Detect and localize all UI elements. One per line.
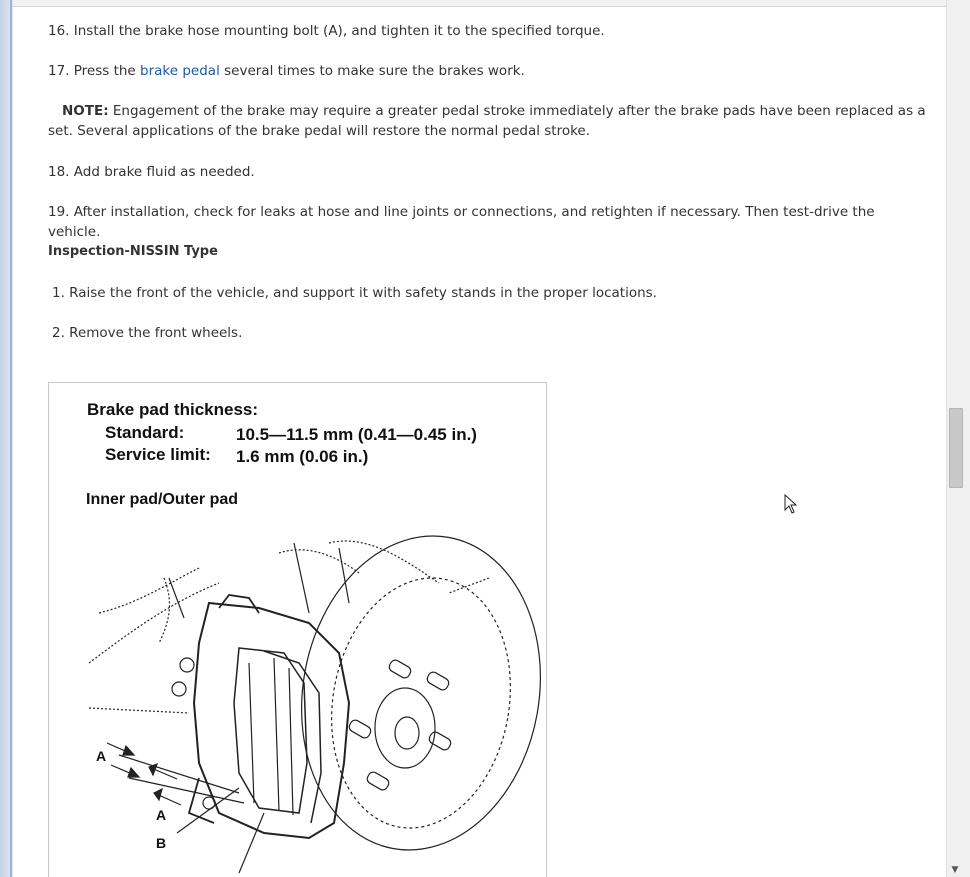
document-content <box>13 0 946 877</box>
wheel-stud <box>387 658 412 679</box>
service-limit-value: 1.6 mm (0.06 in.) <box>236 447 369 466</box>
step-18: 18. Add brake fluid as needed. <box>48 164 255 180</box>
callout-a-bottom: A <box>156 807 167 823</box>
wheel-stud <box>347 718 372 739</box>
vertical-scrollbar[interactable] <box>946 0 970 877</box>
wheel-stud <box>425 670 450 691</box>
arrow-a-1-head <box>123 746 134 755</box>
rotor-inner-ring <box>312 564 529 843</box>
note-text: Engagement of the brake may require a greater pedal stroke immediately after the brake pads have been replaced as a set. Several applications of the brake pedal will restore the normal pedal stroke. <box>48 103 926 139</box>
inspection-step-2: 2. Remove the front wheels. <box>52 325 243 341</box>
caliper-body <box>194 603 349 838</box>
standard-value: 10.5—11.5 mm (0.41—0.45 in.) <box>236 425 477 444</box>
callout-b: B <box>156 835 167 851</box>
frame-accent <box>10 0 12 877</box>
callout-a-left: A <box>96 748 107 764</box>
arrow-a-4-head <box>154 789 162 800</box>
standard-label: Standard: <box>105 423 185 442</box>
scroll-down-arrow-icon[interactable]: ▼ <box>951 865 959 875</box>
inspection-heading: Inspection-NISSIN Type <box>48 244 218 259</box>
note-block <box>48 101 928 141</box>
step-16: 16. Install the brake hose mounting bolt (A), and tighten it to the specified torque. <box>48 23 605 39</box>
leader-line-c <box>239 813 264 873</box>
caliper-bolt <box>172 682 186 696</box>
header-band <box>13 0 946 7</box>
arrow-a-2-head <box>128 768 139 777</box>
leader-line-a <box>119 755 244 803</box>
step-17-text-after: several times to make sure the brakes work. <box>219 63 525 79</box>
scrollbar-thumb[interactable] <box>949 408 963 488</box>
figure-subtitle: Inner pad/Outer pad <box>86 491 239 508</box>
step-19: 19. After installation, check for leaks at hose and line joints or connections, and retighten if necessary. Then test-drive the vehicle. <box>48 204 875 240</box>
note-label: NOTE: <box>62 103 109 119</box>
caliper-bolt <box>180 658 194 672</box>
window-frame-left <box>0 0 13 877</box>
brake-pad-figure <box>48 382 547 877</box>
brake-pad-outer <box>234 648 307 813</box>
brake-rotor <box>277 517 546 869</box>
rotor-hub <box>375 688 435 768</box>
wheel-stud <box>365 770 390 791</box>
knuckle-arm <box>169 543 349 618</box>
step-17-text-before: 17. Press the <box>48 63 141 79</box>
service-limit-label: Service limit: <box>105 445 211 464</box>
figure-title: Brake pad thickness: <box>87 400 259 419</box>
brake-caliper-illustration <box>49 383 546 877</box>
mouse-cursor-icon <box>784 494 798 514</box>
hub-center <box>395 717 419 749</box>
step-17 <box>48 61 928 81</box>
inspection-step-1: 1. Raise the front of the vehicle, and support it with safety stands in the proper locations. <box>52 285 657 301</box>
pad-lines <box>249 658 293 815</box>
brake-pedal-link[interactable]: brake pedal <box>140 63 220 79</box>
